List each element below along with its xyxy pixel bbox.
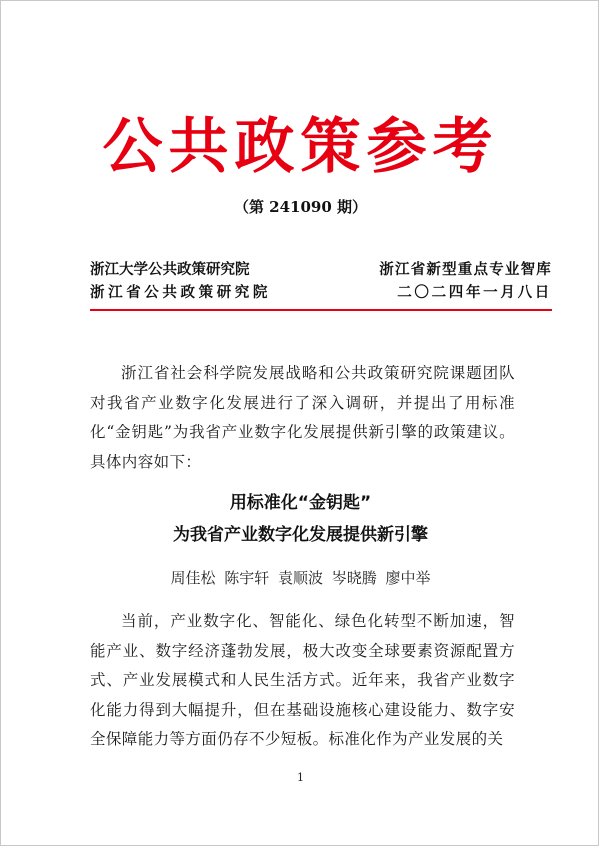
issue-number: （第 241090 期）	[233, 198, 368, 216]
body-paragraph: 当前，产业数字化、智能化、绿色化转型不断加速，智能产业、数字经济蓬勃发展，极大改变全球要素资源配置方式、产业发展模式和人民生活方式。近年来，我省产业数字化能力得到大幅提升，但在基础设施核心建设能力、数字安全保障能力等方面仍存不少短板。标准化作为产业发展的关	[90, 612, 515, 748]
intro-paragraph: 浙江省社会科学院发展战略和公共政策研究院课题团队对我省产业数字化发展进行了深入调研，并提出了用标准化“金钥匙”为我省产业数字化发展提供新引擎的政策建议。具体内容如下：	[90, 364, 515, 471]
red-divider	[90, 309, 552, 311]
think-tank-name: 浙江省新型重点专业智库	[379, 261, 552, 278]
issue-date: 二〇二四年一月八日	[397, 284, 552, 301]
institute-name: 浙江大学公共政策研究院	[90, 261, 250, 278]
page-number: 1	[297, 771, 304, 784]
header-row-2	[90, 282, 552, 304]
masthead-title: 公共政策参考	[102, 112, 499, 182]
article-title-line-2: 为我省产业数字化发展提供新引擎	[173, 525, 428, 545]
article-authors: 周佳松 陈宇轩 袁顺波 岑晓腾 廖中举	[170, 569, 431, 587]
header-row-1	[90, 259, 552, 281]
institute-name-2: 浙江省公共政策研究院	[90, 284, 271, 301]
article-title-line-1: 用标准化“金钥匙”	[229, 493, 372, 513]
